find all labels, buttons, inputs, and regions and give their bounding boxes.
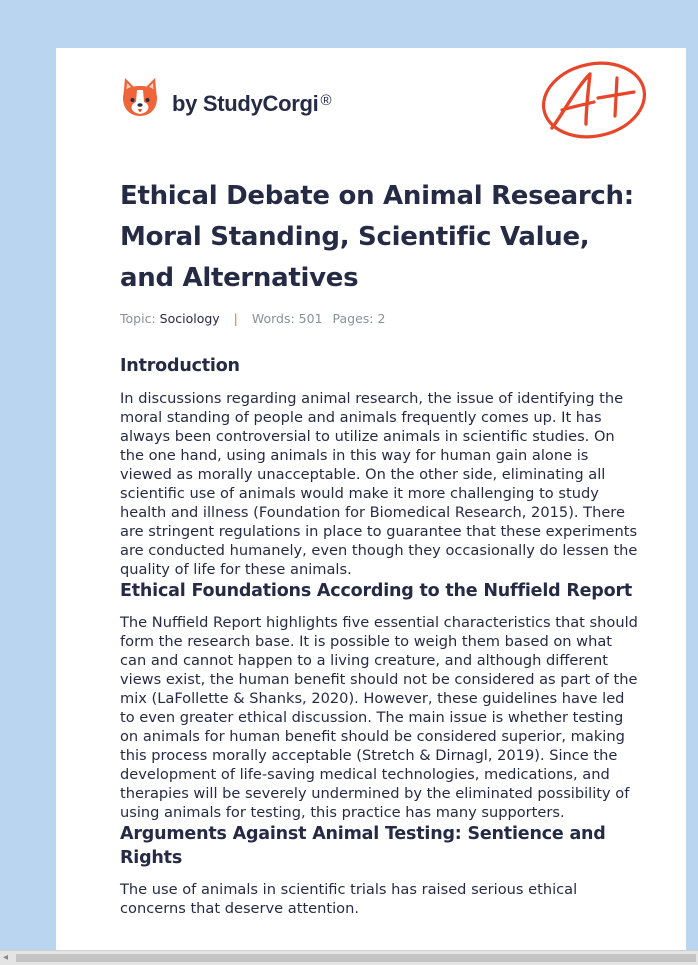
section-heading: Introduction	[120, 356, 240, 376]
brand-text: by StudyCorgi	[172, 91, 319, 116]
a-plus-grade-icon	[538, 58, 650, 142]
section-paragraph: The use of animals in scientific trials has raised serious ethical concerns that deserve attention.	[120, 881, 578, 917]
word-count: Words: 501	[251, 311, 323, 326]
document-meta	[120, 311, 385, 326]
page-count: Pages: 2	[332, 311, 386, 326]
document-body	[120, 352, 640, 918]
brand-name	[172, 91, 331, 117]
horizontal-scrollbar[interactable]	[0, 950, 698, 965]
studycorgi-logo[interactable]	[120, 76, 331, 120]
section-paragraph: In discussions regarding animal research, the issue of identifying the moral standing of people and animals frequently comes up. It has always been controversial to utilize animals in scientific studies. On the one hand, using animals in this way for human gain alone is viewed as morally unacceptable. On the other side, eliminating all scientific use of animals would make it more challenging to study health and illness (Foundation for Biomedical Research, 2015). There are stringent regulations in place to guarantee that these experiments are conducted humanely, even though they occasionally do lessen the quality of life for these animals.	[120, 390, 638, 578]
topic-label: Topic:	[120, 311, 156, 326]
registered-mark: ®	[320, 92, 332, 109]
corgi-logo-icon	[120, 76, 160, 120]
scroll-left-arrow-icon[interactable]: ◂	[3, 952, 9, 963]
scrollbar-thumb[interactable]	[16, 954, 696, 962]
section-heading: Arguments Against Animal Testing: Sentience and Rights	[120, 824, 606, 868]
document-title: Ethical Debate on Animal Research: Moral Standing, Scientific Value, and Alternatives	[120, 181, 634, 293]
section-heading: Ethical Foundations According to the Nuffield Report	[120, 581, 633, 601]
section-paragraph: The Nuffield Report highlights five essential characteristics that should form the research base. It is possible to weigh them based on what can and cannot happen to a living creature, and although different views exist, the human benefit should not be considered as part of the mix (LaFollette & Shanks, 2020). However, these guidelines have led to even greater ethical discussion. The main issue is whether testing on animals for human benefit should be considered superior, making this process morally acceptable (Stretch & Dirnagl, 2019). Since the development of life-saving medical technologies, medications, and therapies will be severely undermined by the eliminated possibility of using animals for testing, this practice has many supporters.	[120, 614, 638, 821]
document-page	[56, 48, 686, 952]
topic-link[interactable]: Sociology	[159, 311, 220, 326]
meta-separator: |	[233, 311, 238, 326]
